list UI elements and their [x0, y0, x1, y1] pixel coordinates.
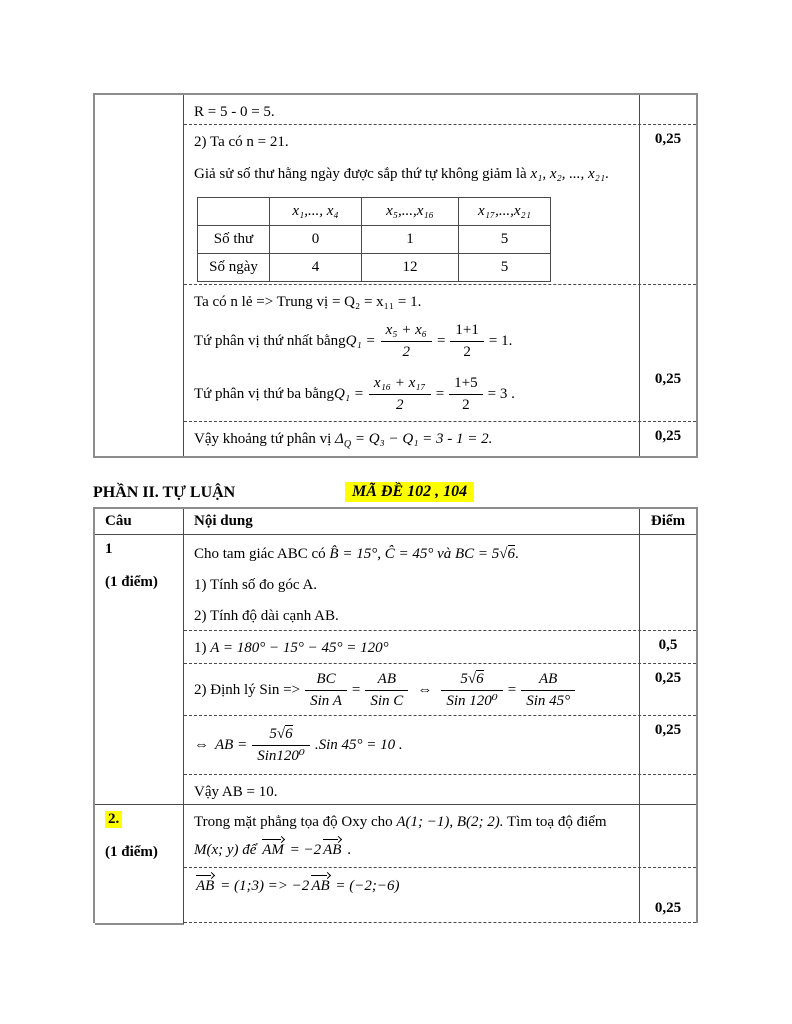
numerator: BC [305, 670, 347, 691]
vector-result: = (−2;−6) [331, 878, 400, 894]
denominator: 2 [396, 397, 404, 413]
q1-symbol: Q₁ = [345, 333, 376, 349]
sqrt-prefix: 5√ [269, 726, 286, 742]
vector-ab: AB [311, 878, 330, 894]
stmt-end: . [515, 546, 519, 562]
iff-arrow: ⇔ [194, 737, 209, 753]
question1-block [95, 534, 696, 804]
vector-equation: = −2 [285, 842, 322, 858]
table-row [184, 630, 696, 663]
subtable-row-letters [198, 226, 551, 254]
q3-result: = 3 . [487, 386, 515, 402]
header-cau: Câu [95, 509, 184, 534]
score-cell [640, 805, 696, 867]
table-row [184, 535, 696, 630]
question2-points: (1 điểm) [105, 844, 158, 860]
value-cell: 4 [270, 254, 362, 282]
exam-code-highlight: MÃ ĐỀ 102 , 104 [345, 482, 474, 502]
q1-statement-line2: 1) Tính số đo góc A. [194, 577, 318, 593]
part1-answer-table [93, 93, 698, 458]
denominator: 2 [463, 344, 471, 360]
stmt-pre: Cho tam giác ABC có [194, 546, 330, 562]
denominator: 2 [462, 397, 470, 413]
fraction [450, 321, 483, 362]
range-result-text: R = 5 - 0 = 5. [194, 104, 275, 120]
value-cell: 12 [362, 254, 459, 282]
stmt-mid: Tìm toạ độ điểm [503, 814, 607, 830]
assumption-text [194, 165, 629, 184]
row-label: Số ngày [198, 254, 270, 282]
answer-cell [184, 95, 640, 124]
answer-cell [184, 285, 640, 421]
sqrt-radicand: 6 [476, 671, 484, 687]
part2-heading [93, 484, 698, 506]
q3-quartile-line [194, 374, 629, 415]
score-value: 0,25 [654, 371, 682, 387]
part1-content-column [184, 95, 696, 456]
table-row [184, 284, 696, 421]
score-value: 0,25 [654, 900, 682, 916]
score-cell [640, 125, 696, 284]
solution-cell [184, 631, 640, 663]
q3-symbol: Q₁ = [333, 386, 364, 402]
part2-answer-table [93, 507, 698, 923]
header-diem: Điểm [650, 513, 686, 529]
denominator: Sin C [370, 693, 404, 709]
numerator [252, 725, 310, 746]
fraction [365, 670, 408, 711]
score-cell [640, 868, 696, 922]
score-cell [640, 716, 696, 774]
sqrt-prefix: 5√ [460, 671, 477, 687]
stmt-math: B̂ = 15°, Ĉ = 45° và BC = 5√ [329, 546, 508, 562]
subtable-header-x5-16: x₅,...,x₁₆ [362, 198, 459, 226]
vector-ab-solution [194, 876, 629, 896]
score-cell [640, 775, 696, 804]
statement-cell [184, 805, 640, 867]
median-text: Ta có n lẻ => Trung vị = Q₂ = x₁₁ = 1. [194, 294, 422, 310]
question1-number: 1 [105, 541, 113, 557]
sqrt-radicand: 6 [285, 726, 293, 742]
fraction [305, 670, 347, 711]
fraction [252, 725, 310, 766]
iqr-pre: Vậy khoảng tứ phân vị [194, 431, 336, 447]
q1-statement-line3: 2) Tính độ dài cạnh AB. [194, 608, 339, 624]
value-cell: 1 [362, 226, 459, 254]
frequency-subtable [197, 197, 551, 282]
vector-calc: = (1;3) => −2 [216, 878, 310, 894]
iqr-result: = Q₃ − Q₁ = 3 - 1 = 2. [351, 431, 493, 447]
subtable-row-days [198, 254, 551, 282]
sqrt-radicand: 6 [507, 546, 515, 562]
denominator: Sin120⁰ [257, 748, 305, 764]
stmt-end: . [343, 842, 351, 858]
table-row [184, 774, 696, 804]
delta-symbol: Δ [335, 431, 344, 447]
sine-law-line [194, 670, 629, 711]
q3-pre: Tứ phân vị thứ ba bằng [194, 386, 334, 402]
ab-conclusion: Vậy AB = 10. [194, 784, 278, 800]
question2-content-column [184, 805, 696, 923]
subtable-header-row [198, 198, 551, 226]
sine-law-label: 2) Định lý Sin => [194, 682, 301, 698]
table-row [184, 715, 696, 774]
solution-cell [184, 664, 640, 715]
vector-ab: AB [323, 842, 342, 858]
fraction [449, 374, 482, 415]
fraction [521, 670, 575, 711]
score-value: 0,25 [654, 131, 682, 147]
table-row [184, 867, 696, 923]
part2-title: PHẦN II. TỰ LUẬN [93, 484, 236, 501]
denominator: Sin 45° [526, 693, 571, 709]
vector-am: AM [262, 842, 284, 858]
m-point: M(x; y) để [194, 842, 261, 858]
q2-statement-line1 [194, 813, 629, 832]
q1-quartile-line [194, 321, 629, 362]
numerator: 1+1 [450, 321, 483, 342]
angle-a-solution [194, 639, 629, 658]
stmt-math: A(1; −1), B(2; 2). [396, 814, 504, 830]
ab-result: .Sin 45° = 10 . [314, 737, 403, 753]
answer-cell [184, 125, 640, 284]
score-value: 0,5 [658, 637, 678, 653]
score-cell [640, 95, 696, 124]
question2-number-highlight: 2. [105, 811, 122, 828]
score-cell [640, 422, 696, 456]
score-value: 0,25 [654, 722, 682, 738]
assumption-end: . [605, 166, 609, 182]
header-noi-dung: Nội dung [184, 509, 640, 534]
q1-pre: Tứ phân vị thứ nhất bằng [194, 333, 346, 349]
delta-subscript: Q [343, 439, 352, 450]
iqr-conclusion-text [194, 430, 629, 454]
subtable-corner-cell [198, 198, 270, 226]
n-equals-text: 2) Ta có n = 21. [194, 134, 289, 150]
table-row [184, 421, 696, 456]
answer-cell [184, 422, 640, 456]
q1-result: = 1. [488, 333, 513, 349]
equals-sign: = [436, 333, 446, 349]
q1-statement-line1 [194, 545, 629, 564]
question-column-empty [95, 95, 184, 456]
subtable-header-x1-4: x₁,..., x₄ [270, 198, 362, 226]
sol-label: 1) [194, 640, 211, 656]
score-value: 0,25 [654, 428, 682, 444]
table-row [184, 805, 696, 867]
statement-cell [184, 535, 640, 630]
fraction [381, 321, 432, 362]
score-cell [640, 664, 696, 715]
denominator: Sin 120⁰ [446, 693, 498, 709]
table2-header-row [95, 509, 696, 534]
solution-cell [184, 868, 640, 922]
stmt-pre: Trong mặt phẳng tọa độ Oxy cho [194, 814, 397, 830]
table-row [184, 124, 696, 284]
question1-content-column [184, 535, 696, 804]
sol-math: A = 180° − 15° − 45° = 120° [210, 640, 389, 656]
table-row [184, 663, 696, 715]
equals-sign: = [435, 386, 445, 402]
fraction [369, 374, 431, 415]
ab-symbol: AB = [215, 737, 248, 753]
question1-points: (1 điểm) [105, 574, 158, 590]
fraction [441, 670, 502, 711]
solution-cell [184, 716, 640, 774]
row-label: Số thư [198, 226, 270, 254]
value-cell: 5 [459, 226, 551, 254]
denominator: Sin A [310, 693, 342, 709]
vector-ab: AB [196, 878, 215, 894]
solution-cell [184, 775, 640, 804]
equals-sign: = [351, 682, 361, 698]
numerator: x₅ + x₆ [381, 321, 432, 342]
numerator [441, 670, 502, 691]
score-value: 0,25 [654, 670, 682, 686]
denominator: 2 [402, 344, 411, 360]
value-cell: 5 [459, 254, 551, 282]
iff-arrow: ⇔ [417, 682, 433, 698]
question2-number [105, 811, 173, 828]
question1-number-cell [95, 535, 184, 804]
numerator: x₁₆ + x₁₇ [369, 374, 431, 395]
value-cell: 0 [270, 226, 362, 254]
question2-block [95, 804, 696, 923]
assumption-pre: Giả sử số thư hằng ngày được sắp thứ tự không giảm là [194, 166, 531, 182]
sequence-math: x₁, x₂, ..., x₂₁ [530, 166, 606, 182]
table-row [184, 95, 696, 124]
numerator: AB [521, 670, 575, 691]
question2-number-cell [95, 805, 184, 925]
q2-statement-line2 [194, 840, 629, 860]
ab-length-line [194, 725, 629, 766]
numerator: 1+5 [449, 374, 482, 395]
score-cell [640, 285, 696, 421]
numerator: AB [365, 670, 408, 691]
score-cell [640, 631, 696, 663]
subtable-header-x17-21: x₁₇,...,x₂₁ [459, 198, 551, 226]
equals-sign: = [507, 682, 517, 698]
score-cell [640, 535, 696, 630]
